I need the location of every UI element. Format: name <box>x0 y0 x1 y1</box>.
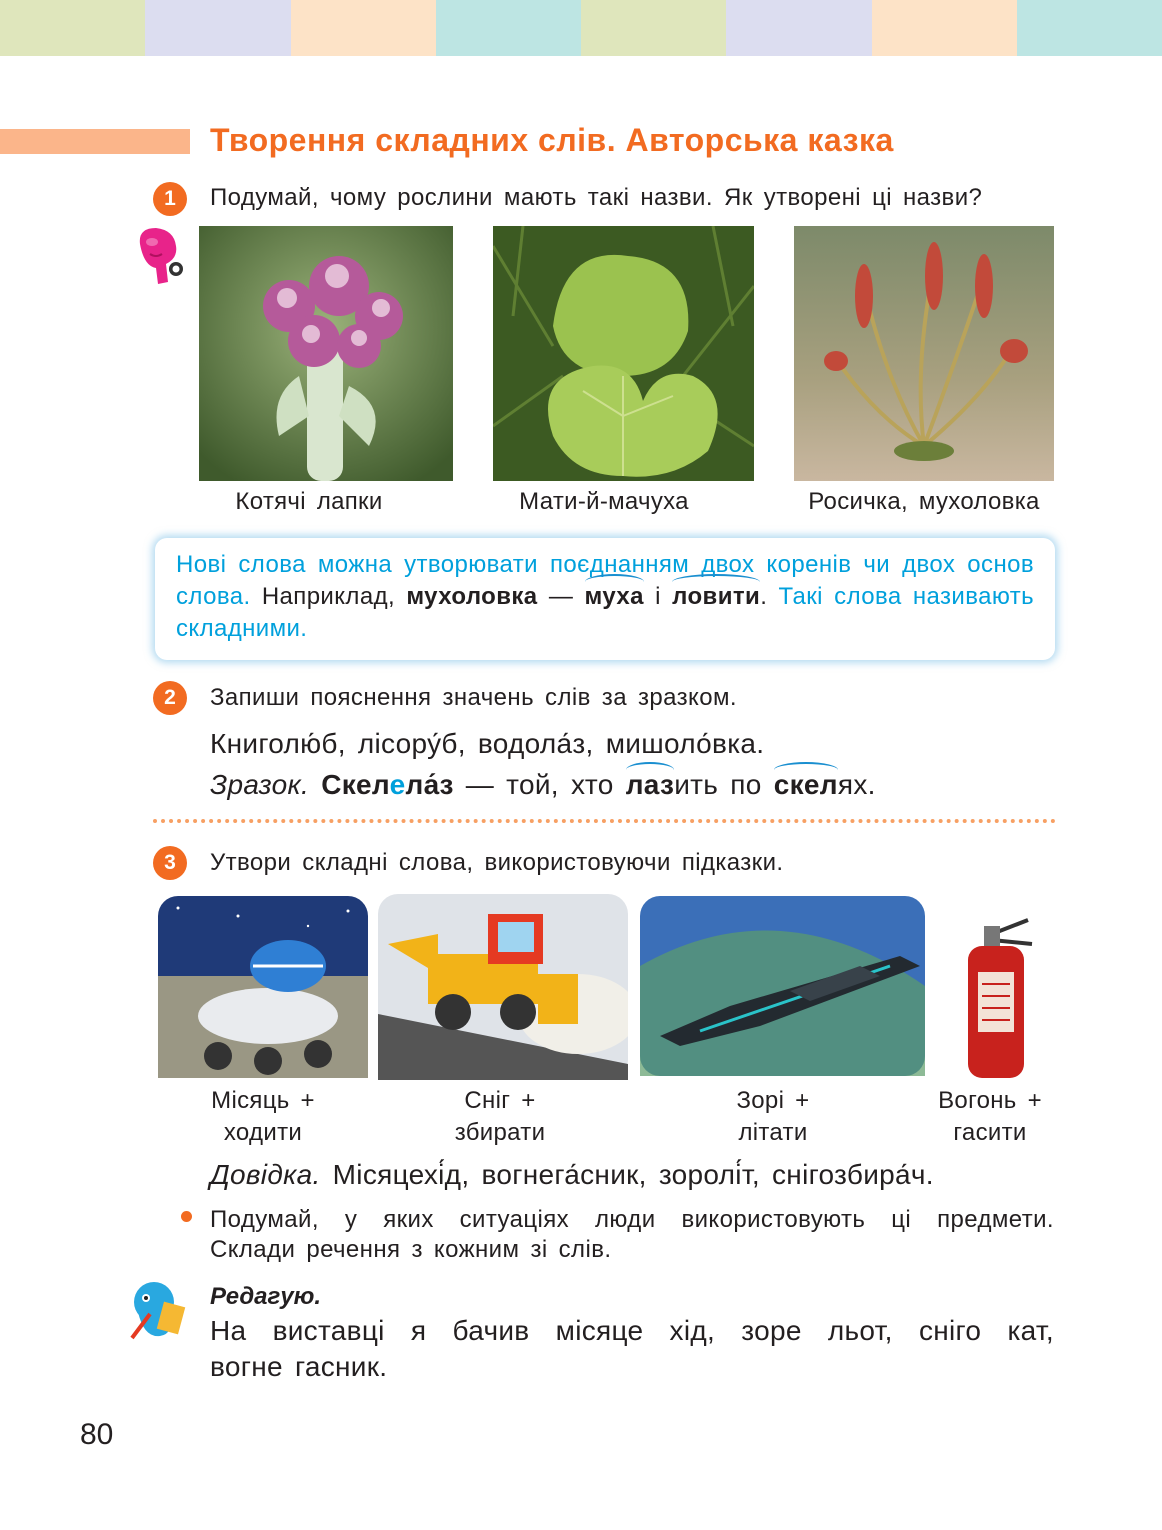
strip-segment <box>0 0 145 56</box>
strip-segment <box>872 0 1017 56</box>
hint-line <box>210 1159 934 1191</box>
task1-text: Подумай, чому рослини мають такі назви. Як утворені ці назви? <box>210 184 983 211</box>
edit-line-1: На виставці я бачив місяце хід, зоре льот, сніго кат, <box>210 1315 1054 1346</box>
edit-label: Редагую. <box>210 1283 322 1310</box>
task2-words: Книголю́б, лісору́б, водола́з, мишоло́вка. <box>210 728 765 759</box>
page-number: 80 <box>80 1418 114 1451</box>
sample-text: ях. <box>837 769 876 800</box>
spaceship-illustration <box>640 896 925 1076</box>
sample-text: — той, хто <box>465 769 614 800</box>
rule-and: і <box>655 583 661 610</box>
strip-segment <box>726 0 871 56</box>
edit-line-2: вогне гасник. <box>210 1351 388 1382</box>
sample-connecting-vowel: е <box>389 769 406 800</box>
pair-word-a: Зорі + <box>736 1087 810 1114</box>
photo-maty-i-machukha <box>493 226 754 481</box>
rule-example-word: мухоловка <box>406 583 538 610</box>
pair-word-a: Вогонь + <box>938 1087 1042 1114</box>
rule-text <box>176 549 1034 645</box>
pair-caption-1 <box>163 1085 363 1149</box>
lunar-rover-illustration <box>158 896 368 1078</box>
rule-dash: — <box>548 583 574 610</box>
bullet-text <box>210 1205 1054 1265</box>
dotted-divider <box>153 819 1056 823</box>
strip-segment <box>291 0 436 56</box>
snow-plow-illustration <box>378 894 628 1080</box>
pair-word-b: збирати <box>454 1119 546 1146</box>
pair-caption-4 <box>920 1085 1060 1149</box>
strip-segment <box>436 0 581 56</box>
sample-label: Зразок. <box>210 769 310 800</box>
header-color-strip <box>0 0 1162 56</box>
task3-text: Утвори складні слова, використовуючи підказки. <box>210 849 784 876</box>
task-number-badge: 3 <box>153 846 187 880</box>
rule-root-2: ловити <box>672 581 760 613</box>
blue-mascot-pencil-icon <box>124 1278 190 1344</box>
rule-part1: Нові слова можна утворювати поєднанням двох коренів чи двох основ слова. <box>176 551 1034 610</box>
pair-word-b: ходити <box>223 1119 303 1146</box>
pair-word-b: літати <box>738 1119 808 1146</box>
strip-segment <box>145 0 290 56</box>
hint-text: Місяцехі́д, вогнега́сник, зоролі́т, снігозбира́ч. <box>332 1159 934 1190</box>
task-number-badge: 1 <box>153 182 187 216</box>
hint-label: Довідка. <box>210 1159 321 1190</box>
rule-dot: . <box>760 583 768 610</box>
sample-word <box>321 769 454 800</box>
strip-segment <box>1017 0 1162 56</box>
rule-root-1: муха <box>585 581 644 613</box>
fire-extinguisher-illustration <box>962 914 1034 1080</box>
page-title: Творення складних слів. Авторська казка <box>210 122 894 158</box>
sample-root-2: скел <box>773 769 838 800</box>
pair-word-b: гасити <box>953 1119 1027 1146</box>
caption-photo-1: Котячі лапки <box>235 488 383 515</box>
bullet-line: Склади речення з кожним зі слів. <box>210 1236 612 1263</box>
strip-segment <box>581 0 726 56</box>
bullet-line: Подумай, у яких ситуаціях люди використовують ці предмети. <box>210 1206 1054 1233</box>
rule-part2: Такі слова називають складними. <box>176 583 1035 642</box>
bullet-icon <box>181 1211 192 1222</box>
sample-text: ить по <box>674 769 762 800</box>
pair-caption-2 <box>400 1085 600 1149</box>
pair-caption-3 <box>673 1085 873 1149</box>
caption-photo-2: Мати-й-мачуха <box>519 488 689 515</box>
pair-word-a: Сніг + <box>464 1087 536 1114</box>
caption-photo-3: Росичка, мухоловка <box>808 488 1040 515</box>
sample-word-part: Скел <box>321 769 390 800</box>
pair-word-a: Місяць + <box>211 1087 315 1114</box>
pink-mascot-icon <box>130 224 190 288</box>
sample-word-part: ла́з <box>405 769 454 800</box>
photo-rosychka <box>794 226 1054 481</box>
task-number-badge: 2 <box>153 681 187 715</box>
sample-root-1: лаз <box>625 769 675 800</box>
rule-example-intro: Наприклад, <box>261 583 396 610</box>
task2-text: Запиши пояснення значень слів за зразком. <box>210 684 737 711</box>
title-accent-bar <box>0 129 190 154</box>
task2-sample <box>210 769 876 801</box>
photo-kotiachi-lapky <box>199 226 453 481</box>
